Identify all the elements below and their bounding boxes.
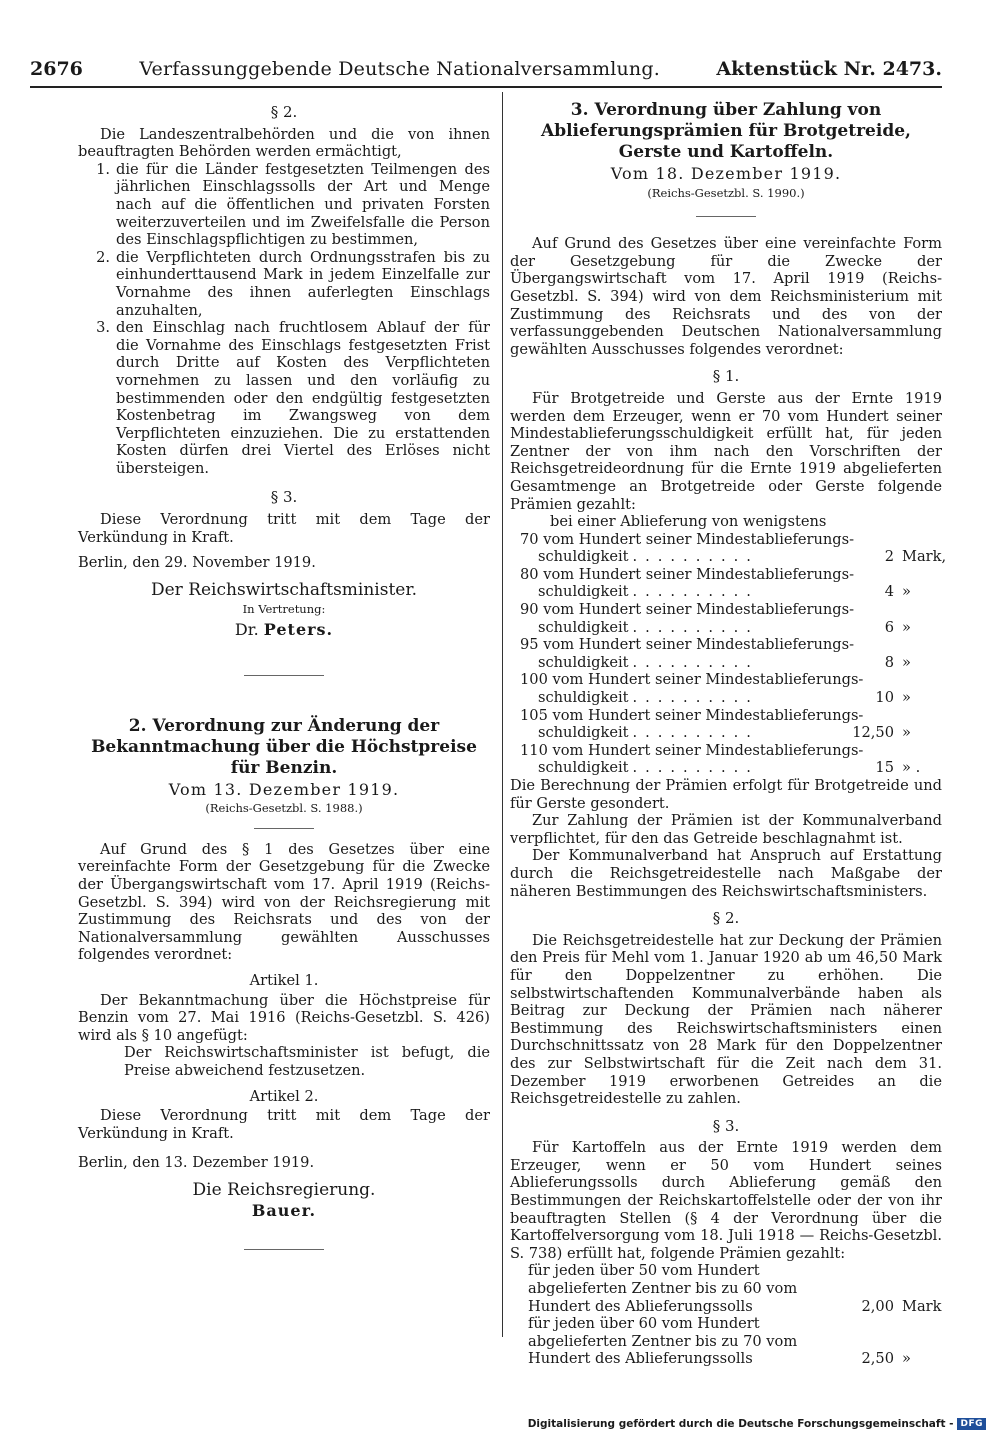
separator-rule <box>696 216 756 217</box>
section-text: Zur Zahlung der Prämien ist der Kommunalverband verpflichtet, für den das Getreide beschlagnahmt ist. <box>510 812 942 847</box>
dateline: Berlin, den 13. Dezember 1919. <box>78 1154 315 1172</box>
premium-amount: 10 <box>875 689 894 707</box>
section-text: Der Kommunalverband hat Anspruch auf Erstattung durch die Reichsgetreidestelle nach Maßgabe der näheren Bestimmungen des Reichswirtschaftsministers. <box>510 847 942 900</box>
premium-row-label: schuldigkeit <box>538 724 629 742</box>
premium-row-head: 80 vom Hundert seiner Mindestablieferungs- <box>520 565 855 583</box>
decree-date: Vom 18. Dezember 1919. <box>610 164 842 183</box>
premium-row-head: 110 vom Hundert seiner Mindestablieferungs- <box>520 741 864 759</box>
premium-row <box>510 671 942 706</box>
premium-row <box>510 636 942 671</box>
premium-row-label: schuldigkeit <box>538 759 629 777</box>
potato-premium-row <box>510 1315 942 1368</box>
section-heading: § 3. <box>270 488 298 507</box>
signature-name <box>78 621 490 639</box>
potato-premium-row <box>510 1262 942 1315</box>
right-column <box>510 100 947 1368</box>
signature-office: Der Reichswirtschaftsminister. <box>150 579 418 600</box>
section-heading: § 3. <box>712 1116 740 1135</box>
decree-title: 3. Verordnung über Zahlung von Ablieferungsprämien für Brotgetreide, Gerste und Kartoffeln. <box>541 100 911 162</box>
section-text: Die Berechnung der Prämien erfolgt für Brotgetreide und für Gerste gesondert. <box>510 777 942 812</box>
decree-title: 2. Verordnung zur Änderung der Bekanntmachung über die Höchstpreise für Benzin. <box>91 715 477 778</box>
premium-row-label: schuldigkeit <box>538 548 629 566</box>
premium-row <box>510 566 942 601</box>
section-text: Diese Verordnung tritt mit dem Tage der Verkündung in Kraft. <box>78 511 490 546</box>
premium-row-head: 95 vom Hundert seiner Mindestablieferungs- <box>520 636 855 654</box>
dfg-logo: DFG <box>957 1418 986 1430</box>
separator-rule <box>244 675 324 676</box>
premium-row-head: 105 vom Hundert seiner Mindestablieferungs- <box>520 706 864 724</box>
leader-dots: .......... <box>632 548 759 566</box>
premium-row-label: schuldigkeit <box>538 618 629 636</box>
list-item <box>78 249 490 319</box>
article-text: Der Bekanntmachung über die Höchstpreise für Benzin vom 27. Mai 1916 (Reichs-Gesetzbl. S. 426) wird als § 10 angefügt: <box>78 991 490 1044</box>
leader-dots: .......... <box>632 759 759 777</box>
article-heading: Artikel 2. <box>249 1087 319 1105</box>
section-text: Für Brotgetreide und Gerste aus der Ernte 1919 werden dem Erzeuger, wenn er 70 vom Hundert seiner Mindestablieferungsschuldigkeit erfüllt hat, für jeden Zentner der von ihm nach den Vorschriften der Reichsgetreideordnung für die Ernte 1919 abgelieferten Gesamtmenge an Brotgetreide oder Gerste folgende Prämien gezahlt: <box>510 389 942 513</box>
premium-amount: 15 <box>875 759 894 777</box>
signature-name-text: Peters. <box>263 620 334 640</box>
list-number: 3. <box>96 319 110 337</box>
potato-premium-amount: 2,00 <box>861 1297 894 1315</box>
leader-dots: .......... <box>632 689 759 707</box>
signature-office: Die Reichsregierung. <box>192 1179 376 1200</box>
leader-dots: .......... <box>632 653 759 671</box>
page-header <box>30 58 942 84</box>
article-insert: Der Reichswirtschaftsminister ist befugt, die Preise abweichend festzusetzen. <box>124 1044 490 1079</box>
signature-name-text: Bauer. <box>251 1200 317 1220</box>
leader-dots: .......... <box>632 724 759 742</box>
list-text: die Verpflichteten durch Ordnungsstrafen bis zu einhunderttausend Mark in jedem Einzelfalle zur Vornahme des ihnen auferlegten Einschlags anzuhalten, <box>116 248 490 319</box>
list-number: 1. <box>96 160 110 178</box>
potato-premium-unit: » <box>902 1350 911 1368</box>
header-rule <box>30 86 942 88</box>
leader-dots: .......... <box>632 583 759 601</box>
section-heading: § 1. <box>712 367 740 386</box>
premium-row-label: schuldigkeit <box>538 583 629 601</box>
column-divider <box>502 92 503 1337</box>
potato-premium-amount: 2,50 <box>861 1350 894 1368</box>
separator-rule <box>244 1249 324 1250</box>
page-number: 2676 <box>30 58 83 80</box>
premium-amount: 8 <box>884 653 894 671</box>
section-heading: § 2. <box>270 103 298 121</box>
premium-amount: 2 <box>884 548 894 566</box>
potato-premium-text: für jeden über 60 vom Hundert abgelieferten Zentner bis zu 70 vom Hundert des Ablieferungssolls <box>528 1315 798 1368</box>
left-column <box>78 100 490 1250</box>
premium-amount: 12,50 <box>852 724 894 742</box>
list-text: den Einschlag nach fruchtlosem Ablauf der für die Vornahme des Einschlags festgesetzten Frist durch Dritte auf Kosten des Verpflichteten vornehmen zu lassen und den vorläufig zu bestimmenden oder den endgültig festgesetzten Kostenbetrag im Zwangsweg von dem Verpflichteten einzuziehen. Die zu erstattenden Kosten dürfen drei Viertel des Erlöses nicht übersteigen. <box>116 319 490 477</box>
premium-amount: 6 <box>884 618 894 636</box>
premium-row-head: 70 vom Hundert seiner Mindestablieferungs- <box>520 530 855 548</box>
signature-name-prefix: Dr. <box>234 620 259 640</box>
article-heading: Artikel 1. <box>249 971 319 989</box>
leader-dots: .......... <box>632 618 759 636</box>
section-heading: § 2. <box>712 909 740 928</box>
footer-text: Digitalisierung gefördert durch die Deutsche Forschungsgemeinschaft - <box>527 1418 954 1430</box>
table-intro: bei einer Ablieferung von wenigstens <box>550 513 827 531</box>
premium-unit: » <box>902 724 911 742</box>
premium-unit: » . <box>902 759 921 777</box>
premium-row-head: 90 vom Hundert seiner Mindestablieferungs- <box>520 601 855 619</box>
running-title: Verfassunggebende Deutsche Nationalversammlung. <box>139 58 660 80</box>
premium-unit: Mark, <box>902 548 947 566</box>
signature-note: In Vertretung: <box>242 602 326 617</box>
premium-unit: » <box>902 618 911 636</box>
premium-row <box>510 530 947 566</box>
premium-unit: » <box>902 583 911 601</box>
potato-premium-text: für jeden über 50 vom Hundert abgelieferten Zentner bis zu 60 vom Hundert des Ablieferungssolls <box>528 1262 798 1315</box>
potato-premium-unit: Mark <box>902 1297 942 1315</box>
document-number: Aktenstück Nr. 2473. <box>716 58 942 80</box>
article-text: Diese Verordnung tritt mit dem Tage der Verkündung in Kraft. <box>78 1107 490 1142</box>
decree-reference: (Reichs-Gesetzbl. S. 1990.) <box>647 185 805 200</box>
decree-date: Vom 13. Dezember 1919. <box>168 779 400 799</box>
premium-unit: » <box>902 653 911 671</box>
decree-reference: (Reichs-Gesetzbl. S. 1988.) <box>205 801 363 816</box>
section-text: Für Kartoffeln aus der Ernte 1919 werden dem Erzeuger, wenn er 50 vom Hundert seines Ablieferungssolls durch Ablieferung gemäß den Bestimmungen der Reichskartoffelstelle oder der von ihr beauftragten Stellen (§ 4 der Verordnung über die Kartoffelversorgung vom 18. Juli 1918 — Reichs-Gesetzbl. S. 738) erfüllt hat, folgende Prämien gezahlt: <box>510 1139 942 1262</box>
premium-row-label: schuldigkeit <box>538 653 629 671</box>
premium-row-label: schuldigkeit <box>538 689 629 707</box>
signature-name <box>78 1202 490 1220</box>
preamble: Auf Grund des Gesetzes über eine vereinfachte Form der Gesetzgebung für die Zwecke der Übergangswirtschaft vom 17. April 1919 (Reichs-Gesetzbl. S. 394) wird von dem Reichsministerium mit Zustimmung des Reichsrats und des von der verfassunggebenden Deutschen Nationalversammlung gewählten Ausschusses folgendes verordnet: <box>510 235 942 358</box>
list-item <box>78 161 490 249</box>
section-intro: Die Landeszentralbehörden und die von ihnen beauftragten Behörden werden ermächtigt, <box>78 125 490 161</box>
premium-unit: » <box>902 689 911 707</box>
digitization-footer <box>528 1418 986 1430</box>
section-text: Die Reichsgetreidestelle hat zur Deckung der Prämien den Preis für Mehl vom 1. Januar 1920 ab um 46,50 Mark für den Doppelzentner zu erhöhen. Die selbstwirtschaftenden Kommunalverbände haben als Beitrag zur Deckung der Prämien nach näherer Bestimmung des Reichswirtschaftsministers einen Durchschnittssatz von 28 Mark für den Doppelzentner des zur Selbstwirtschaft für die Zeit nach dem 31. Dezember 1919 erworbenen Getreides an die Reichsgetreidestelle zu zahlen. <box>510 931 942 1108</box>
list-text: die für die Länder festgesetzten Teilmengen des jährlichen Einschlagssolls der Art und Menge nach auf die öffentlichen und privaten Forsten weiterzuverteilen und im Zweifelsfalle die Person des Einschlagspflichtigen zu bestimmen, <box>116 160 490 249</box>
premium-amount: 4 <box>884 583 894 601</box>
premium-row-head: 100 vom Hundert seiner Mindestablieferungs- <box>520 671 864 689</box>
separator-rule <box>254 828 314 829</box>
dateline: Berlin, den 29. November 1919. <box>78 554 316 572</box>
list-number: 2. <box>96 248 110 266</box>
premium-row <box>510 742 942 777</box>
premium-row <box>510 707 942 742</box>
preamble: Auf Grund des § 1 des Gesetzes über eine vereinfachte Form der Gesetzgebung für die Zwecke der Übergangswirtschaft vom 17. April 1919 (Reichs-Gesetzbl. S. 394) wird von der Reichsregierung mit Zustimmung des Reichsrats und des von der Nationalversammlung gewählten Ausschusses folgendes verordnet: <box>78 840 490 964</box>
premium-row <box>510 601 942 636</box>
list-item <box>78 319 490 477</box>
